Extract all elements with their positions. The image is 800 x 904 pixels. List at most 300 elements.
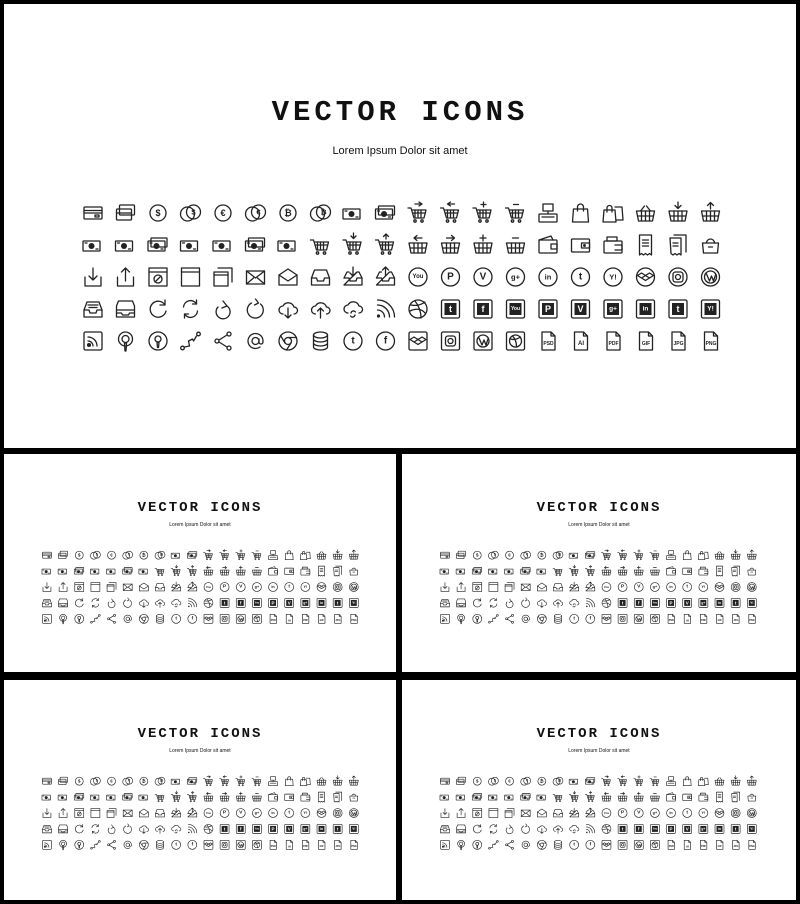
svg-text:€: € bbox=[526, 552, 529, 557]
twitter-square-icon bbox=[618, 598, 627, 607]
podcast-icon bbox=[119, 332, 133, 351]
handbag-icon bbox=[703, 239, 719, 253]
svg-text:You: You bbox=[652, 601, 658, 605]
wallet-icon bbox=[667, 793, 676, 801]
svg-text:P: P bbox=[222, 584, 227, 590]
svg-text:₿: ₿ bbox=[159, 552, 164, 557]
database-icon bbox=[157, 614, 164, 623]
basket-arrow-right-icon bbox=[618, 566, 627, 575]
tumblr-square-icon bbox=[333, 598, 342, 607]
shopping-bags-icon bbox=[698, 551, 708, 559]
rss-icon bbox=[188, 824, 197, 833]
cart-arrow-left-icon bbox=[220, 776, 229, 786]
cloud-download-icon bbox=[139, 826, 148, 834]
svg-text:f: f bbox=[191, 842, 194, 848]
psd-file-icon bbox=[270, 614, 276, 623]
pinterest-circle-icon bbox=[220, 809, 229, 818]
gif-file-icon bbox=[319, 840, 325, 849]
svg-text:PNG: PNG bbox=[749, 844, 755, 848]
svg-text:₿: ₿ bbox=[142, 552, 146, 558]
dribbble-square-icon bbox=[252, 614, 261, 623]
svg-text:PDF: PDF bbox=[303, 844, 309, 848]
banknote-bitcoin-icon bbox=[537, 569, 545, 574]
euro-coin-icon bbox=[506, 777, 514, 785]
cart-plus-icon bbox=[236, 776, 245, 786]
database-icon bbox=[555, 840, 562, 849]
icon-grid-svg bbox=[39, 547, 362, 627]
banknotes-euro-icon bbox=[74, 568, 83, 574]
banknotes-dollar-icon bbox=[187, 552, 196, 558]
svg-text:P: P bbox=[620, 584, 625, 590]
svg-text:t: t bbox=[351, 335, 355, 347]
svg-text:t: t bbox=[621, 600, 624, 606]
svg-text:Y!: Y! bbox=[750, 600, 754, 605]
shopping-bag-icon bbox=[285, 551, 293, 560]
svg-text:P: P bbox=[271, 826, 275, 832]
basket-plus-icon bbox=[474, 235, 492, 253]
svg-text:V: V bbox=[685, 826, 689, 832]
yahoo-square-icon bbox=[702, 300, 720, 318]
envelope-icon bbox=[521, 810, 530, 816]
dollar-coin-icon bbox=[75, 777, 83, 785]
bitcoin-coin-icon bbox=[538, 777, 546, 785]
youtube-circle-icon bbox=[204, 809, 213, 818]
svg-text:t: t bbox=[734, 600, 737, 606]
facebook-square-icon bbox=[474, 300, 492, 318]
upload-tray-icon bbox=[59, 809, 67, 818]
instagram-circle-icon bbox=[731, 809, 740, 818]
svg-text:You: You bbox=[603, 811, 610, 815]
svg-text:₿: ₿ bbox=[142, 778, 146, 784]
svg-text:€: € bbox=[508, 552, 511, 558]
basket-arrow-left-icon bbox=[409, 236, 427, 254]
svg-text:₿: ₿ bbox=[557, 778, 562, 783]
instagram-square-icon bbox=[220, 614, 229, 623]
svg-text:g+: g+ bbox=[652, 811, 658, 815]
upload-tray-icon bbox=[457, 809, 465, 818]
svg-text:₿: ₿ bbox=[320, 207, 327, 217]
svg-text:₿: ₿ bbox=[557, 552, 562, 557]
banknote-euro-icon bbox=[42, 795, 50, 800]
cart-upload-icon bbox=[585, 566, 594, 576]
svg-text:AI: AI bbox=[685, 618, 689, 623]
svg-text:You: You bbox=[254, 601, 260, 605]
inbox-full-icon bbox=[440, 599, 449, 606]
thumbnail-slide-2[interactable] bbox=[402, 454, 796, 672]
dollar-coins-icon bbox=[181, 205, 201, 221]
basket-icon bbox=[715, 778, 724, 785]
redo-icon bbox=[506, 825, 513, 834]
banknotes-yen-icon bbox=[521, 568, 530, 574]
banknotes-yen-icon bbox=[123, 794, 132, 800]
svg-text:in: in bbox=[544, 272, 552, 282]
pinterest-circle-icon bbox=[220, 583, 229, 592]
inbox-download-icon bbox=[344, 267, 362, 285]
basket-upload-icon bbox=[349, 550, 358, 559]
route-icon bbox=[489, 614, 499, 623]
wallet-cards-icon bbox=[699, 567, 708, 575]
basket-download-icon bbox=[731, 550, 740, 559]
svg-text:f: f bbox=[638, 826, 640, 832]
svg-text:P: P bbox=[669, 600, 673, 606]
thumbnail-slide-4[interactable] bbox=[402, 680, 796, 900]
reload-icon bbox=[124, 598, 132, 607]
inbox-icon bbox=[554, 584, 563, 591]
svg-text:$: $ bbox=[95, 778, 98, 783]
svg-text:Y!: Y! bbox=[303, 811, 308, 815]
windows-icon bbox=[214, 268, 232, 286]
png-file-icon bbox=[749, 614, 755, 623]
google-plus-square-icon bbox=[699, 824, 708, 833]
refresh-icon bbox=[75, 598, 83, 607]
browser-window-icon bbox=[473, 809, 482, 818]
tumblr-circle-icon bbox=[683, 583, 692, 592]
icon-grid-svg bbox=[77, 197, 727, 357]
envelope-icon bbox=[247, 271, 265, 284]
jpg-file-icon bbox=[733, 840, 739, 849]
svg-text:Y!: Y! bbox=[750, 826, 754, 831]
rss-square-icon bbox=[42, 840, 51, 849]
bitcoin-coins-icon bbox=[155, 777, 165, 785]
slide-title: VECTOR ICONS bbox=[137, 500, 263, 516]
pdf-file-icon bbox=[700, 614, 706, 623]
youtube-square-icon bbox=[650, 598, 659, 607]
svg-text:t: t bbox=[573, 842, 575, 848]
refresh-icon bbox=[473, 824, 481, 833]
dollar-coin-icon bbox=[150, 205, 166, 221]
youtube-square-icon bbox=[252, 598, 261, 607]
podcast-circle-icon bbox=[75, 840, 84, 849]
cart-arrow-left-icon bbox=[441, 202, 459, 222]
google-plus-circle-icon bbox=[252, 809, 261, 818]
receipts-icon bbox=[334, 792, 342, 802]
svg-text:in: in bbox=[718, 600, 721, 605]
euro-coins-icon bbox=[521, 777, 531, 785]
wallet-closed-icon bbox=[285, 794, 294, 800]
svg-text:PNG: PNG bbox=[351, 618, 357, 622]
svg-text:P: P bbox=[222, 810, 227, 816]
inbox-stack-icon bbox=[457, 599, 466, 607]
svg-text:t: t bbox=[336, 600, 339, 606]
linkedin-circle-icon bbox=[667, 809, 676, 818]
svg-text:You: You bbox=[510, 306, 521, 312]
google-plus-circle-icon bbox=[650, 809, 659, 818]
cart-download-icon bbox=[569, 791, 578, 802]
svg-text:g+: g+ bbox=[254, 811, 260, 815]
dribbble-circle-icon bbox=[204, 598, 213, 607]
receipt-icon bbox=[319, 792, 325, 802]
upload-tray-icon bbox=[457, 583, 465, 592]
share-icon bbox=[506, 840, 514, 849]
svg-text:t: t bbox=[676, 304, 680, 314]
svg-text:PDF: PDF bbox=[303, 618, 309, 622]
jpg-file-icon bbox=[672, 332, 685, 350]
bitcoin-coin-icon bbox=[280, 205, 296, 221]
podcast-icon bbox=[60, 614, 67, 623]
thumbnail-slide-3[interactable] bbox=[4, 680, 396, 900]
svg-text:t: t bbox=[578, 271, 583, 283]
banknote-dollar-icon bbox=[343, 209, 360, 219]
banknote-bitcoin-icon bbox=[139, 795, 147, 800]
cart-minus-icon bbox=[650, 777, 659, 786]
banknote-bitcoin-icon bbox=[278, 241, 295, 251]
pdf-file-icon bbox=[302, 614, 308, 623]
podcast-icon bbox=[458, 840, 465, 849]
svg-text:$: $ bbox=[78, 552, 81, 558]
receipt-icon bbox=[717, 566, 723, 576]
cloud-sync-icon bbox=[172, 599, 181, 607]
inbox-icon bbox=[312, 270, 330, 285]
browser-window-icon bbox=[75, 583, 84, 592]
cart-icon bbox=[155, 569, 164, 576]
cart-icon bbox=[553, 795, 562, 802]
receipt-icon bbox=[640, 235, 652, 255]
twitter-circle-icon bbox=[344, 332, 362, 350]
basket-minus-icon bbox=[252, 794, 261, 801]
cash-register-icon bbox=[269, 777, 278, 786]
svg-text:V: V bbox=[637, 810, 641, 816]
jpg-file-icon bbox=[335, 840, 341, 849]
at-sign-icon bbox=[522, 841, 529, 848]
svg-text:$: $ bbox=[191, 207, 196, 217]
podcast-icon bbox=[60, 840, 67, 849]
svg-text:V: V bbox=[239, 810, 243, 816]
vimeo-square-icon bbox=[285, 824, 294, 833]
dribbble-square-icon bbox=[650, 614, 659, 623]
wordpress-square-icon bbox=[634, 840, 643, 849]
receipts-icon bbox=[670, 235, 686, 255]
banknote-euro-icon bbox=[440, 569, 448, 574]
cart-arrow-right-icon bbox=[601, 550, 610, 560]
instagram-square-icon bbox=[618, 840, 627, 849]
svg-text:€: € bbox=[256, 207, 261, 217]
svg-text:g+: g+ bbox=[701, 826, 706, 831]
instagram-square-icon bbox=[220, 840, 229, 849]
svg-text:GIF: GIF bbox=[641, 341, 651, 347]
svg-text:PDF: PDF bbox=[608, 341, 619, 347]
svg-text:GIF: GIF bbox=[717, 844, 722, 848]
pdf-file-icon bbox=[302, 840, 308, 849]
svg-text:P: P bbox=[544, 304, 552, 314]
google-plus-circle-icon bbox=[650, 583, 659, 592]
svg-text:g+: g+ bbox=[652, 585, 658, 589]
share-icon bbox=[108, 840, 116, 849]
banknotes-euro-icon bbox=[148, 238, 167, 251]
handbag-icon bbox=[350, 568, 358, 575]
dribbble-circle-icon bbox=[602, 598, 611, 607]
svg-text:PSD: PSD bbox=[668, 844, 674, 848]
svg-text:in: in bbox=[669, 585, 673, 589]
rss-square-icon bbox=[42, 614, 51, 623]
cloud-download-icon bbox=[279, 303, 298, 318]
podcast-icon bbox=[458, 614, 465, 623]
podcast-circle-icon bbox=[473, 614, 482, 623]
svg-text:t: t bbox=[734, 826, 737, 832]
svg-text:in: in bbox=[271, 585, 275, 589]
cart-plus-icon bbox=[236, 550, 245, 560]
svg-text:€: € bbox=[220, 208, 226, 218]
icon-grid bbox=[39, 773, 362, 853]
dollar-coin-icon bbox=[75, 551, 83, 559]
banknote-bitcoin-icon bbox=[139, 569, 147, 574]
shopping-bags-icon bbox=[698, 777, 708, 785]
svg-text:g+: g+ bbox=[609, 305, 617, 313]
handbag-icon bbox=[748, 794, 756, 801]
redo-icon bbox=[506, 599, 513, 608]
inbox-icon bbox=[554, 810, 563, 817]
svg-text:₿: ₿ bbox=[159, 778, 164, 783]
ai-file-icon bbox=[286, 840, 292, 849]
svg-text:€: € bbox=[128, 778, 131, 783]
inbox-full-icon bbox=[440, 825, 449, 832]
gif-file-icon bbox=[319, 614, 325, 623]
redo-icon bbox=[108, 599, 115, 608]
cart-upload-icon bbox=[376, 234, 394, 254]
yahoo-circle-icon bbox=[301, 809, 310, 818]
envelope-icon bbox=[521, 584, 530, 590]
yahoo-square-icon bbox=[747, 598, 756, 607]
banknotes-yen-icon bbox=[246, 238, 265, 251]
banknote-euro-icon bbox=[440, 795, 448, 800]
banknote-coin-icon bbox=[116, 241, 133, 251]
receipts-icon bbox=[732, 792, 740, 802]
svg-text:t: t bbox=[288, 584, 291, 590]
envelope-open-icon bbox=[139, 583, 148, 591]
svg-text:g+: g+ bbox=[701, 600, 706, 605]
banknote-dollar-icon bbox=[569, 779, 577, 784]
svg-text:V: V bbox=[287, 826, 291, 832]
svg-text:JPG: JPG bbox=[733, 618, 739, 622]
svg-text:in: in bbox=[320, 826, 323, 831]
psd-file-icon bbox=[668, 840, 674, 849]
sync-icon bbox=[184, 300, 198, 318]
linkedin-circle-icon bbox=[269, 583, 278, 592]
svg-text:₿: ₿ bbox=[284, 208, 292, 218]
cart-download-icon bbox=[171, 565, 180, 576]
slide-subtitle: Lorem Ipsum Dolor sit amet bbox=[169, 748, 231, 754]
euro-coin-icon bbox=[506, 551, 514, 559]
icon-grid-svg bbox=[39, 773, 362, 853]
facebook-circle-icon bbox=[188, 840, 197, 849]
cloud-sync-icon bbox=[344, 302, 363, 317]
vimeo-square-icon bbox=[285, 598, 294, 607]
basket-arrow-right-icon bbox=[442, 236, 460, 254]
banknote-dollar-icon bbox=[569, 553, 577, 558]
wallet-cards-icon bbox=[604, 237, 622, 253]
database-icon bbox=[157, 840, 164, 849]
wordpress-circle-icon bbox=[747, 809, 756, 818]
podcast-circle-icon bbox=[473, 840, 482, 849]
svg-text:in: in bbox=[320, 600, 323, 605]
bitcoin-coins-icon bbox=[553, 551, 563, 559]
app-window-icon bbox=[489, 809, 498, 818]
share-icon bbox=[215, 332, 231, 350]
cart-download-icon bbox=[343, 233, 361, 254]
svg-text:You: You bbox=[652, 827, 658, 831]
reload-icon bbox=[247, 299, 263, 318]
bitcoin-coin-icon bbox=[538, 551, 546, 559]
linkedin-square-icon bbox=[317, 598, 326, 607]
facebook-square-icon bbox=[236, 824, 245, 833]
inbox-upload-icon bbox=[586, 582, 595, 591]
svg-text:V: V bbox=[479, 271, 487, 283]
svg-text:GIF: GIF bbox=[319, 618, 324, 622]
cloud-upload-icon bbox=[156, 600, 165, 608]
euro-coins-icon bbox=[521, 551, 531, 559]
vimeo-square-icon bbox=[683, 824, 692, 833]
wallet-icon bbox=[539, 236, 557, 253]
basket-download-icon bbox=[333, 776, 342, 785]
basket-minus-icon bbox=[507, 238, 525, 253]
svg-text:f: f bbox=[481, 304, 485, 314]
dribbble-square-icon bbox=[650, 840, 659, 849]
ai-file-icon bbox=[684, 840, 690, 849]
banknotes-yen-icon bbox=[521, 794, 530, 800]
at-sign-icon bbox=[248, 334, 263, 349]
rss-icon bbox=[586, 824, 595, 833]
banknotes-euro-icon bbox=[472, 568, 481, 574]
credit-cards-icon bbox=[117, 205, 135, 220]
basket-minus-icon bbox=[650, 794, 659, 801]
banknotes-dollar-icon bbox=[585, 552, 594, 558]
sync-icon bbox=[92, 598, 99, 607]
wallet-cards-icon bbox=[699, 793, 708, 801]
wallet-icon bbox=[269, 793, 278, 801]
pinterest-square-icon bbox=[667, 824, 676, 833]
svg-text:t: t bbox=[223, 600, 226, 606]
google-plus-square-icon bbox=[604, 300, 622, 318]
dribbble-square-icon bbox=[507, 332, 525, 350]
cloud-download-icon bbox=[139, 600, 148, 608]
svg-text:V: V bbox=[287, 600, 291, 606]
cart-arrow-right-icon bbox=[203, 776, 212, 786]
banknote-yen-icon bbox=[505, 569, 513, 574]
dollar-coins-icon bbox=[488, 551, 498, 559]
receipts-icon bbox=[334, 566, 342, 576]
cash-register-icon bbox=[667, 777, 676, 786]
shopping-bags-icon bbox=[300, 551, 310, 559]
svg-text:JPG: JPG bbox=[673, 341, 684, 347]
svg-text:€: € bbox=[508, 778, 511, 784]
svg-text:$: $ bbox=[493, 778, 496, 783]
dollar-coin-icon bbox=[473, 551, 481, 559]
vimeo-circle-icon bbox=[634, 809, 643, 818]
banknotes-dollar-icon bbox=[187, 778, 196, 784]
facebook-circle-icon bbox=[188, 614, 197, 623]
refresh-icon bbox=[150, 300, 166, 317]
icon-grid-svg bbox=[437, 547, 760, 627]
browser-window-icon bbox=[75, 809, 84, 818]
thumbnail-slide-1[interactable] bbox=[4, 454, 396, 672]
tumblr-circle-icon bbox=[683, 809, 692, 818]
banknote-yen-icon bbox=[505, 795, 513, 800]
upload-tray-icon bbox=[59, 583, 67, 592]
handbag-icon bbox=[748, 568, 756, 575]
icon-grid bbox=[77, 197, 727, 357]
svg-text:₿: ₿ bbox=[540, 778, 544, 784]
windows-icon bbox=[107, 583, 116, 592]
app-window-icon bbox=[91, 809, 100, 818]
pdf-file-icon bbox=[607, 332, 620, 350]
shopping-bags-icon bbox=[603, 206, 623, 223]
dropbox-circle-icon bbox=[715, 583, 724, 592]
dropbox-square-icon bbox=[409, 332, 427, 350]
credit-card-icon bbox=[440, 552, 449, 558]
vimeo-circle-icon bbox=[236, 809, 245, 818]
banknote-euro-icon bbox=[83, 241, 100, 251]
icon-grid-svg bbox=[437, 773, 760, 853]
chrome-icon bbox=[139, 614, 148, 623]
